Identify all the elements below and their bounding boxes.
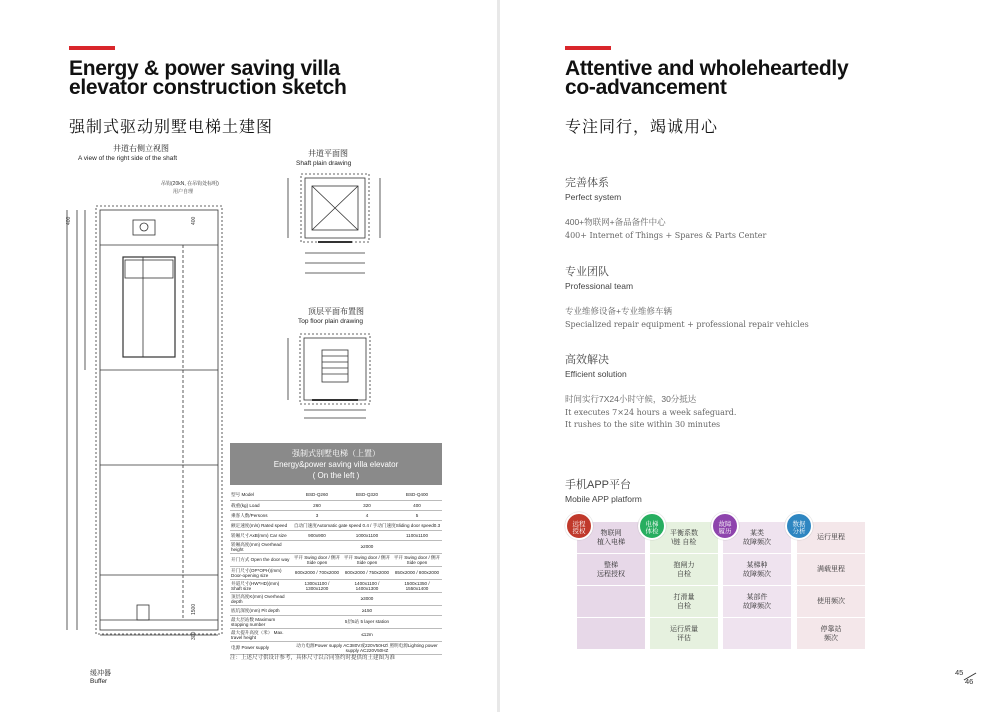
- feature-badge: 数据 分析: [785, 512, 813, 540]
- feature-badge: 电梯 体检: [638, 512, 666, 540]
- spec-value-cell: BSD-Q320: [342, 490, 392, 500]
- title-accent-bar: [69, 46, 115, 50]
- hook-label-2: 用户自理: [173, 189, 194, 195]
- left-title-line2: elevator construction sketch: [69, 76, 347, 99]
- shaft-plan-caption-zh: 井道平面图: [308, 149, 348, 158]
- spec-table-row: [230, 540, 442, 553]
- spec-label-cell: 轿厢尺寸AxB(mm) Car size: [230, 530, 292, 540]
- spec-table-row: [230, 628, 442, 641]
- feature-cell: [577, 618, 645, 649]
- spec-table-title-zh: 强制式别墅电梯（上置）: [292, 449, 380, 458]
- spec-table-row: [230, 490, 442, 500]
- section-desc-en: Specialized repair equipment + professional repair vehicles: [565, 320, 809, 329]
- spec-table-row: [230, 615, 442, 628]
- spec-label-cell: 载重(kg) Load: [230, 500, 292, 510]
- spec-label-cell: 井道尺寸(HW*HD)(mm) Shaft size: [230, 579, 292, 592]
- spec-value-cell: 4: [342, 510, 392, 520]
- spec-table-row: [230, 553, 442, 566]
- feature-cell: 抱闸力 自检: [650, 554, 718, 585]
- spec-label-cell: 顶层高度K(mm) Overhead depth: [230, 592, 292, 605]
- spec-table-row: [230, 605, 442, 615]
- section-perfect-system: [565, 174, 766, 240]
- feature-cell: 运行里程: [797, 522, 865, 553]
- spec-table-title-en: Energy&power saving villa elevator: [273, 460, 399, 469]
- shaft-plan-caption-en: Shaft plain drawing: [296, 160, 352, 167]
- spec-value-cell: 5: [392, 510, 442, 520]
- spec-label-cell: 最大层站数 Maximum stopping number: [230, 615, 292, 628]
- section-desc-en: 400+ Internet of Things + Spares & Parts Center: [565, 231, 767, 240]
- section-desc-en-2: It rushes to the site within 30 minutes: [565, 420, 721, 429]
- left-page: [0, 0, 497, 712]
- spec-value-cell: BSD-Q260: [292, 490, 342, 500]
- section-title-en: Perfect system: [565, 192, 622, 202]
- spec-value-cell: 5层5站 5 layer station: [292, 615, 442, 628]
- left-title-zh: 强制式驱动别墅电梯土建图: [69, 119, 274, 136]
- spec-value-cell: 1300x1100 / 1300x1200: [292, 579, 342, 592]
- section-title-en: Professional team: [565, 281, 634, 291]
- feature-cell: [577, 586, 645, 617]
- shaft-plan-drawing: [280, 168, 390, 283]
- spec-table-row: [230, 566, 442, 579]
- spec-table-row: [230, 592, 442, 605]
- buffer-label-en: Buffer: [90, 678, 108, 685]
- spec-label-cell: 轿厢高度(mm) Overhead height: [230, 540, 292, 553]
- spec-value-cell: 260: [292, 500, 342, 510]
- spec-value-cell: BSD-Q400: [392, 490, 442, 500]
- section-title-en: Mobile APP platform: [565, 494, 642, 504]
- feature-cell: 满载里程: [797, 554, 865, 585]
- spec-value-cell: ≥150: [292, 605, 442, 615]
- feature-cell: 某类 故障频次: [723, 522, 791, 553]
- section-efficient-solution: [565, 351, 736, 429]
- feature-cell: 运行质量 评估: [650, 618, 718, 649]
- spec-label-cell: 电源 Power supply: [230, 641, 292, 654]
- spec-value-cell: 平开 Swing door / 侧开 Side open: [343, 554, 391, 565]
- section-professional-team: [565, 263, 809, 329]
- section-title-zh: 完善体系: [565, 177, 609, 189]
- section-title-en: Efficient solution: [565, 369, 627, 379]
- spec-table-row: [230, 500, 442, 510]
- spec-value-cell: 900x900: [292, 530, 342, 540]
- spec-table-note: 注：上述尺寸供设计参考，具体尺寸以合同签约时提供的土建图为准: [230, 655, 396, 661]
- feature-cell: [723, 618, 791, 649]
- spec-label-cell: 底坑深度(mm) Pit depth: [230, 605, 292, 615]
- spec-value-cell: 800x2000 / 750x2000: [342, 566, 392, 579]
- top-floor-plan-drawing: [282, 328, 392, 428]
- spec-value-cell: ≥3000: [292, 592, 442, 605]
- top-floor-caption-zh: 顶层平面布置图: [308, 307, 364, 316]
- spec-table: [230, 490, 442, 655]
- spec-value-cell: 1100x1100: [392, 530, 442, 540]
- feature-cell: 打滑量 自检: [650, 586, 718, 617]
- right-title: [565, 59, 848, 97]
- spec-table-row: [230, 530, 442, 540]
- spec-value-cell: 1000x1100: [342, 530, 392, 540]
- page-numbers: [955, 668, 977, 687]
- feature-badge: 故障 履历: [711, 512, 739, 540]
- feature-cell: 物联网 植入电梯: [577, 522, 645, 553]
- section-desc-zh: 时间实行7X24小时守候，30分抵达: [565, 394, 697, 404]
- side-view-caption-zh: 井道右侧立视图: [113, 144, 169, 153]
- feature-badge: 远程 授权: [565, 512, 593, 540]
- spec-table-row: [230, 579, 442, 592]
- spec-value-cell: 400: [392, 500, 442, 510]
- spec-value-cell: 850x2000 / 800x2000: [392, 566, 442, 579]
- dim-400-label-right: 400: [191, 216, 197, 225]
- feature-cell: 某部件 故障频次: [723, 586, 791, 617]
- right-title-accent-bar: [565, 46, 611, 50]
- spec-table-header: [230, 443, 442, 485]
- app-feature-column: [792, 521, 865, 650]
- spec-label-cell: 开门尺寸(OP*OPH)(mm) Door-opening size: [230, 566, 292, 579]
- spec-value-cell: ≥2000: [292, 540, 442, 553]
- right-title-line1: Attentive and wholeheartedly: [565, 57, 849, 80]
- section-title-zh: 高效解决: [565, 354, 609, 366]
- section-title-zh: 专业团队: [565, 266, 609, 278]
- spec-value-cell: 动力电源Power supply AC380V或220V50HZ\ 照明电源Lighting power supply AC220V50HZ: [292, 641, 442, 654]
- side-view-caption-en: A view of the right side of the shaft: [78, 155, 178, 162]
- buffer-label-zh: 缓冲器: [90, 670, 111, 677]
- feature-cell: 停靠站 频次: [797, 618, 865, 649]
- shaft-side-view-drawing: [55, 165, 225, 660]
- left-title-line1: Energy & power saving villa: [69, 57, 340, 80]
- spec-value-cell: ≤12m: [292, 628, 442, 641]
- feature-cell: 整梯 远程授权: [577, 554, 645, 585]
- dim-300-label: 300: [191, 631, 197, 640]
- feature-cell: 某梯种 故障频次: [723, 554, 791, 585]
- spec-label-cell: 开门方式 Open the door way: [230, 553, 292, 566]
- spec-value-cell: 800x2000 / 700x2000: [292, 566, 342, 579]
- top-floor-caption-en: Top floor plain drawing: [298, 318, 364, 325]
- section-desc-zh: 400+物联网+备品备件中心: [565, 217, 666, 227]
- spec-label-cell: 额定速度(m/s) Rated speed: [230, 520, 292, 530]
- spec-value-cell: 3: [292, 510, 342, 520]
- spec-table-row: [230, 520, 442, 530]
- spec-value-cell: 平开 Swing door / 侧开 Side open: [293, 554, 341, 565]
- page-number-right: 46: [965, 677, 974, 686]
- right-title-zh: 专注同行，竭诚用心: [565, 119, 719, 136]
- spec-value-cell: 1400x1100 / 1400x1300: [342, 579, 392, 592]
- spec-label-cell: 型号 Model: [230, 490, 292, 500]
- hook-label: 吊钩(20kN, 在吊钩处标明): [161, 181, 219, 187]
- dim-1500-label: 1500: [191, 603, 197, 615]
- spec-value-cell: 320: [342, 500, 392, 510]
- dim-400-label: 400: [66, 216, 72, 225]
- spec-label-cell: 乘客人数/Persons: [230, 510, 292, 520]
- right-title-line2: co-advancement: [565, 76, 727, 99]
- spec-table-subtitle: ( On the left ): [312, 471, 360, 480]
- app-feature-column: [645, 521, 718, 650]
- spec-table-row: [230, 510, 442, 520]
- spec-value-cell: 自动门速度Automatic gate speed 0.4 / 手动门速度Sliding door speed0.3: [292, 520, 442, 530]
- section-title-zh: 手机APP平台: [565, 479, 632, 491]
- spec-label-cell: 最大提升高度（米） Max. travel height: [230, 628, 292, 641]
- left-title: [69, 59, 347, 97]
- app-feature-column: [572, 521, 645, 650]
- page-number-left: 45: [955, 668, 964, 677]
- app-feature-column: [718, 521, 791, 650]
- section-mobile-app: [565, 476, 642, 504]
- feature-cell: 使用频次: [797, 586, 865, 617]
- spec-value-cell: 1500x1350 / 1550x1400: [392, 579, 442, 592]
- spec-value-cell: 平开 Swing door / 侧开 Side open: [393, 554, 441, 565]
- section-desc-en: It executes 7×24 hours a week safeguard.: [565, 408, 737, 417]
- section-desc-zh: 专业维修设备+专业维修车辆: [565, 306, 672, 316]
- feature-cell: 平衡系数 \链 自检: [650, 522, 718, 553]
